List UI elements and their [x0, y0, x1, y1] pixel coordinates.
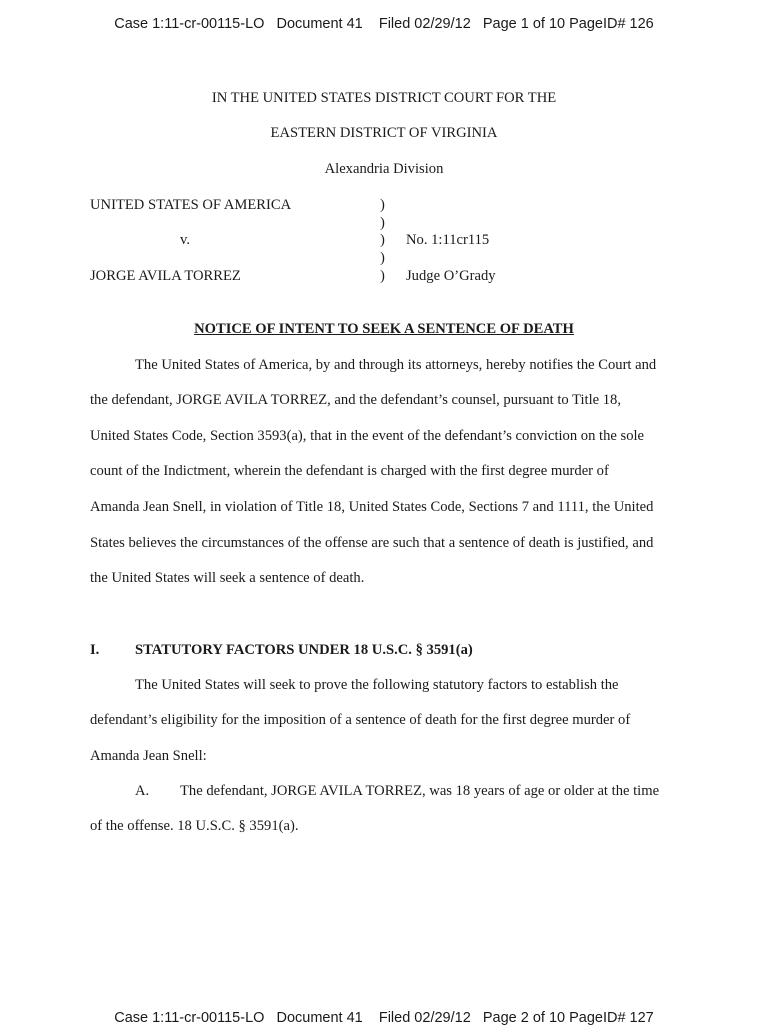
intro-line: the United States will seek a sentence of death. [90, 570, 365, 586]
intro-line: The United States of America, by and through its attorneys, hereby notifies the Court and [135, 357, 657, 373]
page-2-header: Case 1:11-cr-00115-LO Document 41 Filed 02/29/12 Page 2 of 10 PageID# 127 [114, 1010, 654, 1026]
court-division: Alexandria Division [324, 161, 444, 177]
intro-line: the defendant, JORGE AVILA TORREZ, and the defendant’s counsel, pursuant to Title 18, [90, 392, 621, 408]
caption-paren: ) [380, 215, 385, 231]
intro-line: United States Code, Section 3593(a), that in the event of the defendant’s conviction on the sole [90, 428, 645, 444]
section-line: The United States will seek to prove the following statutory factors to establish the [135, 677, 619, 693]
page-header: Case 1:11-cr-00115-LO Document 41 Filed 02/29/12 Page 1 of 10 PageID# 126 [114, 16, 654, 32]
section-line: defendant’s eligibility for the imposition of a sentence of death for the first degree murder of [90, 712, 631, 728]
section-heading: STATUTORY FACTORS UNDER 18 U.S.C. § 3591(a) [135, 642, 473, 658]
intro-line: States believes the circumstances of the offense are such that a sentence of death is justified, and [90, 535, 654, 551]
intro-line: count of the Indictment, wherein the defendant is charged with the first degree murder of [90, 463, 609, 479]
section-line: Amanda Jean Snell: [90, 748, 207, 764]
caption-plaintiff: UNITED STATES OF AMERICA [90, 197, 292, 213]
court-name-line-1: IN THE UNITED STATES DISTRICT COURT FOR THE [211, 90, 557, 106]
item-label: A. [135, 783, 150, 799]
caption-paren: ) [380, 197, 385, 213]
judge-name: Judge O’Grady [406, 268, 496, 284]
section-number: I. [90, 642, 100, 658]
court-name-line-2: EASTERN DISTRICT OF VIRGINIA [270, 125, 498, 141]
item-text: of the offense. 18 U.S.C. § 3591(a). [90, 818, 299, 834]
caption-defendant: JORGE AVILA TORREZ [90, 268, 241, 284]
caption-paren: ) [380, 232, 385, 248]
intro-line: Amanda Jean Snell, in violation of Title 18, United States Code, Sections 7 and 1111, the United [90, 499, 654, 515]
case-number: No. 1:11cr115 [406, 232, 490, 248]
caption-paren: ) [380, 250, 385, 266]
caption-versus: v. [180, 232, 190, 248]
document-title: NOTICE OF INTENT TO SEEK A SENTENCE OF DEATH [194, 321, 574, 337]
item-text: The defendant, JORGE AVILA TORREZ, was 18 years of age or older at the time [180, 783, 660, 799]
caption-paren: ) [380, 268, 385, 284]
